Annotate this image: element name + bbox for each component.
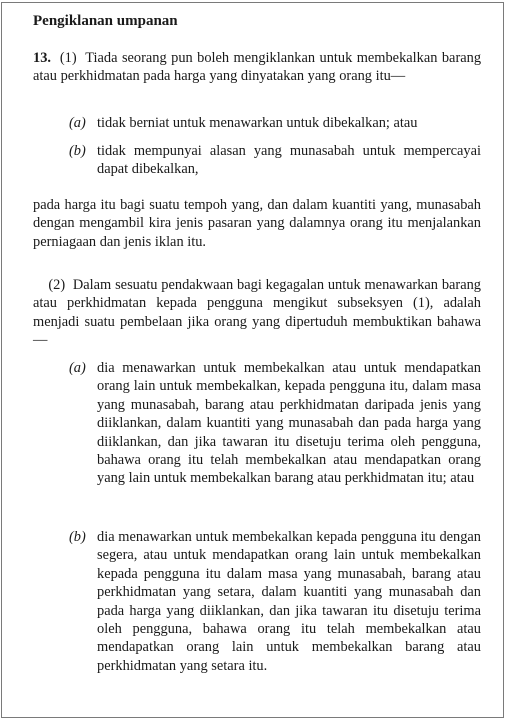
document-page xyxy=(1,2,504,718)
item-label: (a) xyxy=(69,115,86,131)
item-label: (b) xyxy=(69,529,86,545)
subsection-text: Dalam sesuatu pendakwaan bagi kegagalan untuk menawarkan barang atau perkhidmatan kepada pengguna mengikut subseksyen (1), adalah menjadi suatu pembelaan jika orang yang dipertuduh membuktikan bahawa— xyxy=(33,277,481,349)
item-label: (b) xyxy=(69,143,86,159)
item-text: tidak mempunyai alasan yang munasabah untuk mempercayai dapat dibekalkan, xyxy=(97,143,481,178)
list-item xyxy=(69,359,481,488)
item-text: tidak berniat untuk menawarkan untuk dibekalkan; atau xyxy=(97,115,418,131)
subsection-text: Tiada seorang pun boleh mengiklankan untuk membekalkan barang atau perkhidmatan pada harga yang dinyatakan yang orang itu— xyxy=(33,50,482,85)
subsection-1-closing xyxy=(33,196,481,251)
section-number: 13. xyxy=(33,50,51,66)
closing-text: pada harga itu bagi suatu tempoh yang, dan dalam kuantiti yang, munasabah dengan mengambil kira jenis pasaran yang dalamnya orang itu menjalankan perniagaan dan jenis iklan itu. xyxy=(33,197,481,250)
item-label: (a) xyxy=(69,360,86,376)
list-item xyxy=(69,142,481,179)
subsection-2-intro xyxy=(33,276,481,350)
subsection-number: (1) xyxy=(59,50,77,66)
section-heading: Pengiklanan umpanan xyxy=(33,13,178,29)
item-text: dia menawarkan untuk membekalkan atau untuk mendapatkan orang lain untuk membekalkan, kepada pengguna itu, dalam masa yang munasabah, barang atau perkhidmatan daripada jenis yang diiklankan, dalam kuantiti yang munasabah dan pada harga yang diiklankan, dan jika tawaran itu disetuju terima oleh pengguna, bahawa orang itu telah membekalkan atau mendapatkan orang yang lain untuk membekalkan barang atau perkhidmatan itu; atau xyxy=(97,360,481,487)
subsection-number: (2) xyxy=(48,277,66,293)
subsection-1-intro xyxy=(33,49,481,86)
item-text: dia menawarkan untuk membekalkan kepada pengguna itu dengan segera, atau untuk mendapatkan orang lain untuk membekalkan kepada pengguna itu dalam masa yang munasabah, barang atau perkhidmatan yang setara, dalam kuantiti yang munasabah dan pada harga yang diiklankan, dan jika tawaran itu disetuju terima oleh pengguna, bahawa orang itu telah membekalkan atau mendapatkan orang lain untuk membekalkan barang atau perkhidmatan yang setara itu. xyxy=(97,529,481,674)
list-item xyxy=(69,528,481,675)
list-item xyxy=(69,114,481,132)
